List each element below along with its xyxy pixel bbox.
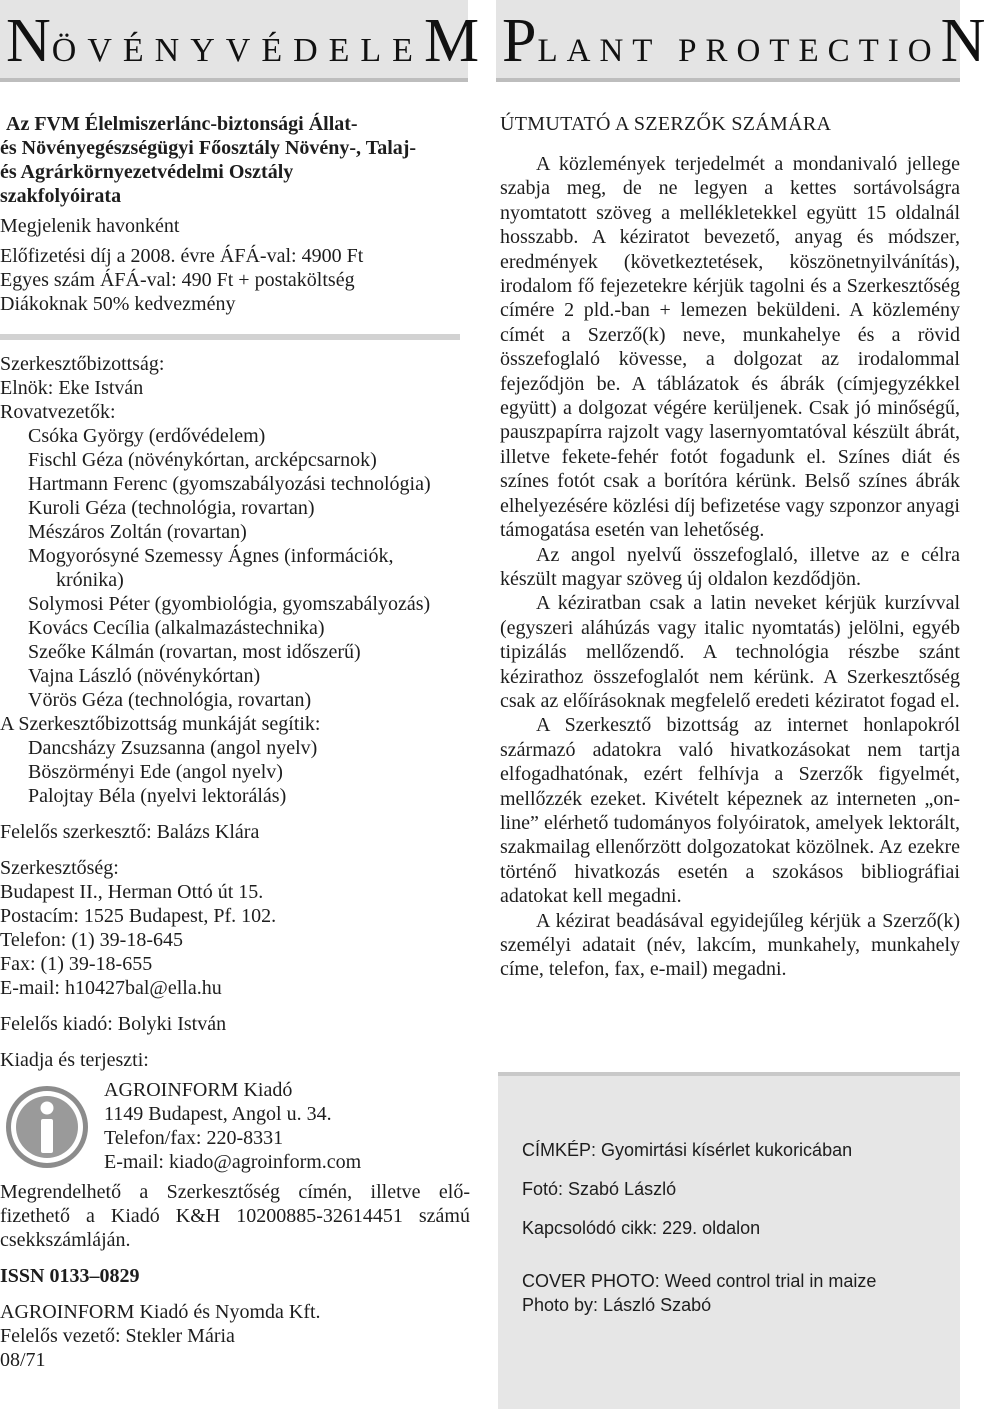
section-editor: Mészáros Zoltán (rovartan) [28, 521, 247, 543]
section-editor: Hartmann Ferenc (gyomszabályozási technológia) [28, 473, 431, 495]
distributor-address: AGROINFORM Kiadó 1149 Budapest, Angol u. 34. Telefon/fax: 220-8331 E-mail: kiado@agroinform.com [104, 1079, 362, 1173]
editorial-office: Szerkesztőség: Budapest II., Herman Ottó út 15. Postacím: 1525 Budapest, Pf. 102. Telefon: (1) 39-18-645 Fax: (1) 39-18-655 E-mail: h10427bal@ella.hu [0, 857, 277, 999]
guidelines-title: ÚTMUTATÓ A SZERZŐK SZÁMÁRA [500, 113, 832, 135]
section-title-english: PLANT PROTECTION [502, 7, 986, 75]
helper: Böszörményi Ede (angol nyelv) [28, 761, 283, 783]
info-i-logo-icon [4, 1084, 90, 1170]
header-banner-right [496, 0, 986, 82]
section-title-hungarian: NÖVÉNYVÉDELEM [6, 7, 481, 75]
responsible-publisher: Felelős kiadó: Bolyki István [0, 1013, 227, 1035]
guidelines-paragraph: A kézirat beadásával egyidejűleg kérjük a Szerző(k) személyi adatait (név, lakcím, munkahely, munkahely címe, telefon, fax, e-mail) megadni. [500, 909, 960, 981]
separator-bar [0, 334, 460, 340]
printer-info: AGROINFORM Kiadó és Nyomda Kft. Felelős vezető: Stekler Mária 08/71 [0, 1301, 321, 1371]
helper: Dancsházy Zsuzsanna (angol nyelv) [28, 737, 318, 759]
section-editor: Vajna László (növénykórtan) [28, 665, 261, 687]
section-editor: Kovács Cecília (alkalmazástechnika) [28, 617, 325, 639]
publisher-name: Az FVM Élelmiszerlánc-biztonsági Állat- és Növényegészségügyi Főosztály Növény-, Talaj- és Agrárkörnyezetvédelmi Osztály szakfolyóirata [0, 113, 417, 207]
section-editor: Kuroli Géza (technológia, rovartan) [28, 497, 315, 519]
author-guidelines [500, 112, 960, 982]
section-editor: Solymosi Péter (gyombiológia, gyomszabályozás) [28, 593, 431, 615]
section-editor: Csóka György (erdővédelem) [28, 425, 266, 447]
photo-credit-hu: Fotó: Szabó László [522, 1179, 677, 1199]
cover-caption-box [498, 1072, 960, 1409]
guidelines-paragraph: A kéziratban csak a latin neveket kérjük kurzívval (egyszeri aláhúzás vagy italic nyomtatás) jelölni, egyéb tipizálás mellőzendő. A technológia részbe szánt kézirathoz összefoglalót nem kérünk. A Szerkesztőség csak az előírásoknak megfelelő eredeti kéziratot fogad el. [500, 592, 960, 712]
section-editor: Vörös Géza (technológia, rovartan) [28, 689, 312, 711]
publication-frequency: Megjelenik havonként [0, 215, 180, 237]
responsible-editor: Felelős szerkesztő: Balázs Klára [0, 821, 260, 843]
section-editor: Fischl Géza (növénykórtan, arcképcsarnok) [28, 449, 377, 471]
helper: Palojtay Béla (nyelvi lektorálás) [28, 785, 287, 807]
guidelines-paragraph: A Szerkesztő bizottság az internet honlapokról származó adatokra való hivatkozásokat nem tartja elfogadhatónak, ezért felhívja a Szerzők figyelmét, mellőzzék ezeket. Kivételt képeznek az interneten „on-line” elérhető tudományos folyóiratok, amelyek lektorált, szakmailag ellenőrzött dolgozatokat közölnek. Az ezekre történő hivatkozás esetén a szokásos bibliográfiai adatokat kell megadni. [500, 714, 960, 908]
issn: ISSN 0133–0829 [0, 1265, 140, 1287]
section-editor: Szeőke Kálmán (rovartan, most időszerű) [28, 641, 361, 663]
cover-caption-en: COVER PHOTO: Weed control trial in maize [522, 1271, 877, 1291]
related-article: Kapcsolódó cikk: 229. oldalon [522, 1218, 761, 1238]
cover-caption-hu: CÍMKÉP: Gyomirtási kísérlet kukoricában [522, 1140, 853, 1160]
guidelines-paragraph: Az angol nyelvű összefoglaló, illetve az e célra készült magyar szöveg új oldalon kezdődjön. [500, 543, 960, 590]
distributor-block [0, 1078, 470, 1174]
editorial-board: Szerkesztőbizottság: Elnök: Eke István Rovatvezetők: Csóka György (erdővédelem) Fischl Géza (növénykórtan, arcképcsarnok) Hartmann Ferenc (gyomszabályozási technológia) Kuroli Géza (technológia, rovartan) Mészáros Zoltán (rovartan) Mogyorósyné Szemessy Ágnes (információk, krónika) Solymosi Péter (gyombiológia, gyomszabályozás) Kovács Cecília (alkalmazástechnika) Szeőke Kálmán (rovartan, most időszerű) Vajna László (növénykórtan) Vörös Géza (technológia, rovartan) A Szerkesztőbizottság munkáját segítik: Dancsházy Zsuzsanna (angol nyelv) Böszörményi Ede (angol nyelv) Palojtay Béla (nyelvi lektorálás) [0, 352, 470, 808]
section-editor: Mogyorósyné Szemessy Ágnes (információk, [28, 545, 394, 567]
subscription-price: Előfizetési díj a 2008. évre ÁFÁ-val: 4900 Ft Egyes szám ÁFÁ-val: 490 Ft + postaköltség Diákoknak 50% kedvezmény [0, 245, 364, 315]
distributor-label: Kiadja és terjeszti: [0, 1049, 149, 1071]
section-editor-cont: krónika) [56, 569, 124, 591]
guidelines-paragraph: A közlemények terjedelmét a mondanivaló jellege szabja meg, de ne legyen a kettes sortávolságra nyomtatott szöveg a mellékletekkel együtt 15 oldalnál hosszabb. A kéziratot bevezető, anyag és módszer, eredmények (következtetések, köszönetnyilvánítás), irodalom fő fejezetekre kérjük tagolni és a Szerkesztőség címére 2 pld.-ban + lemezen beküldeni. A közlemény címét a Szerző(k) neve, munkahelye és a rövid összefoglaló kövesse, a dolgozat az irodalommal fejeződjön be. A táblázatok és ábrák (címjegyzékkel együtt) a dolgozat végére kerüljenek. Csak jó minőségű, pauszpapírra rajzolt vagy lasernyomtatóval készült ábrát, illetve fekete-fehér fotót fogadunk el. Színes diát és színes fotót csak a borítóra kérünk. Belső színes ábrák elhelyezésére közlési díj befizetése vagy szponzor anyagi támogatása esetén van lehetőség. [500, 153, 960, 542]
header-banner-left [0, 0, 481, 82]
photo-credit-en: Photo by: László Szabó [522, 1295, 712, 1315]
imprint-column [0, 112, 470, 1372]
ordering-info: Megrendelhető a Szerkesztőség címén, illetve elő- fizethető a Kiadó K&H 10200885-32614451 számú csekkszámláján. [0, 1181, 470, 1251]
